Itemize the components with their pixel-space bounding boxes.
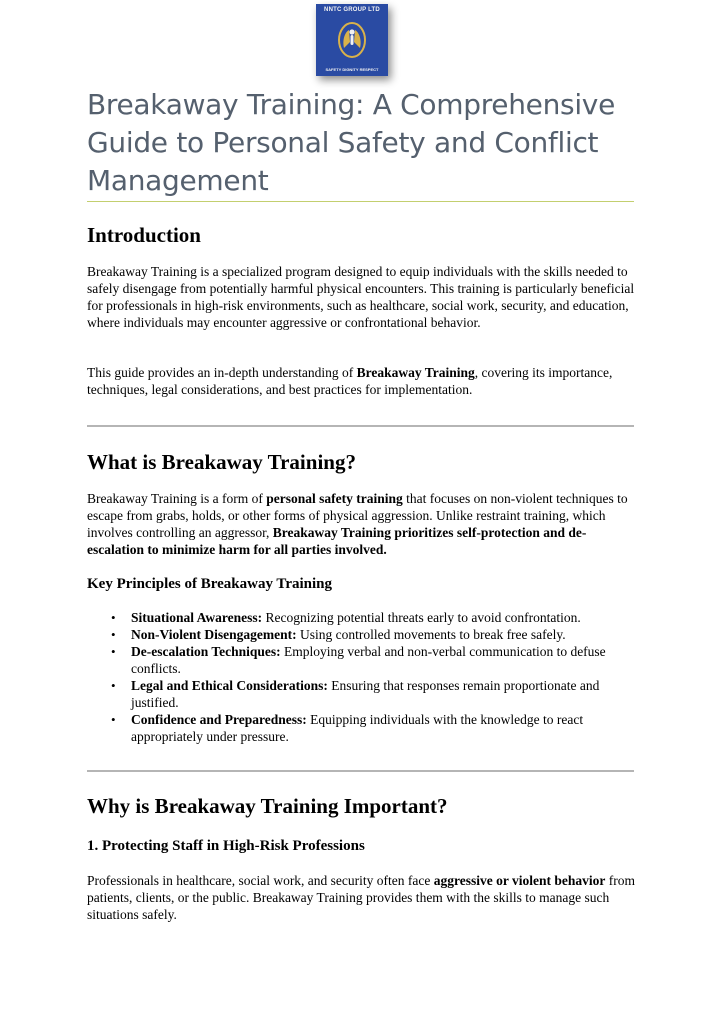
protecting-staff-paragraph: Professionals in healthcare, social work, and security often face aggressive or violent behavior from patients, clients, or the public. Breakaway Training provides them with the skills to manage such situations safely. — [87, 873, 635, 922]
guide-paragraph: This guide provides an in-depth understanding of Breakaway Training, covering its importance, techniques, legal considerations, and best practices for implementation. — [87, 365, 613, 397]
section-divider — [87, 770, 634, 772]
what-is-heading: What is Breakaway Training? — [87, 450, 356, 474]
list-item: • Situational Awareness: Recognizing potential threats early to avoid confrontation. — [87, 609, 637, 626]
introduction-heading: Introduction — [87, 223, 201, 247]
company-logo — [316, 4, 388, 76]
logo-company-name: NNTC GROUP LTD — [324, 7, 380, 13]
list-item: • Legal and Ethical Considerations: Ensuring that responses remain proportionate and justified. — [87, 677, 637, 711]
list-item: • De-escalation Techniques: Employing verbal and non-verbal communication to defuse conflicts. — [87, 643, 637, 677]
title-divider — [87, 201, 634, 202]
bold-term: Breakaway Training — [356, 365, 475, 380]
list-item: • Non-Violent Disengagement: Using controlled movements to break free safely. — [87, 626, 637, 643]
why-important-heading: Why is Breakaway Training Important? — [87, 794, 448, 818]
section-divider — [87, 425, 634, 427]
what-is-paragraph: Breakaway Training is a form of personal safety training that focuses on non-violent techniques to escape from grabs, holds, or other forms of physical aggression. Unlike restraint training, which involves controlling an aggressor, Breakaway Training prioritizes self-protection and de-escalation to minimize harm for all parties involved. — [87, 491, 628, 557]
key-principles-heading: Key Principles of Breakaway Training — [87, 576, 333, 592]
hands-shield-icon — [332, 18, 372, 62]
key-principles-list — [87, 609, 637, 745]
page-title: Breakaway Training: A Comprehensive Guide to Personal Safety and Conflict Management — [87, 88, 616, 197]
introduction-paragraph: Breakaway Training is a specialized program designed to equip individuals with the skills needed to safely disengage from potentially harmful physical encounters. This training is particularly beneficial for professionals in high-risk environments, such as healthcare, social work, security, and education, where individuals may encounter aggressive or confrontational behavior. — [87, 264, 635, 330]
protecting-staff-heading: 1. Protecting Staff in High-Risk Professions — [87, 838, 365, 854]
list-item: • Confidence and Preparedness: Equipping individuals with the knowledge to react appropriately under pressure. — [87, 711, 637, 745]
logo-tagline: SAFETY DIGNITY RESPECT — [325, 67, 379, 72]
